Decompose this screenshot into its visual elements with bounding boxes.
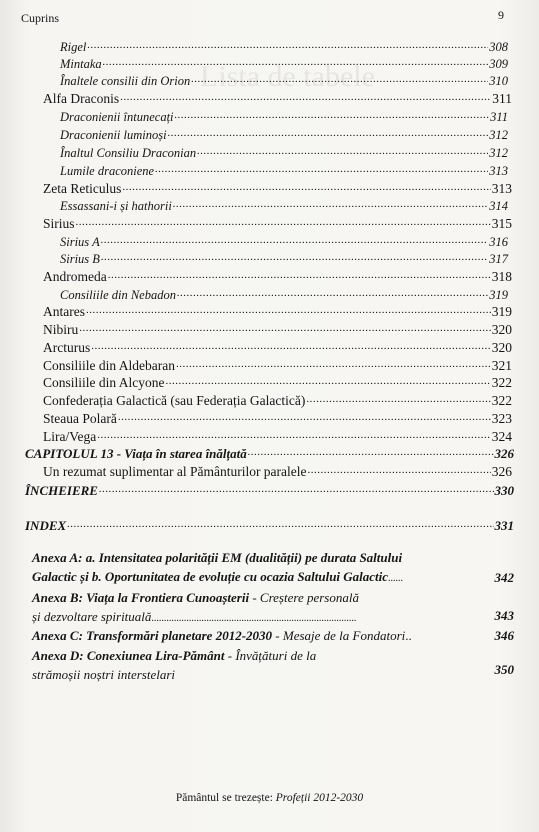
toc-entry-title: Înaltele consilii din Orion: [60, 74, 191, 88]
toc-entry-title: CAPITOLUL 13 - Viața în starea înălțată: [25, 446, 247, 461]
running-footer: [0, 792, 539, 804]
annex-a-line2: Galactic și b. Oportunitatea de evoluție cu ocazia Saltului Galactic: [32, 569, 389, 584]
toc-leader-dots: [120, 88, 491, 104]
toc-leader-dots: [99, 480, 494, 496]
toc-entry-page: 310: [489, 74, 508, 88]
annex-a-page: 342: [494, 570, 514, 585]
toc-leader-dots: [87, 37, 488, 52]
toc-entry-title: Consiliile din Nebadon: [60, 288, 176, 302]
toc-entry-page: 324: [491, 429, 512, 444]
annex-a-entry[interactable]: Anexa A: a. Intensitatea polarității EM (dualității) pe durata Saltului Galactic și b. Oportunitatea de evoluție cu ocazia Saltului Galactic...... 342: [32, 550, 514, 585]
toc-entry[interactable]: [43, 180, 512, 197]
footer-prefix: Pământul se trezește:: [175, 792, 276, 804]
toc-entry[interactable]: [43, 268, 512, 285]
bleed-through-text: Lista de tabele: [200, 60, 375, 93]
toc-entry-title: Sirius B: [60, 252, 100, 266]
toc-entry-title: Steaua Polară: [43, 411, 117, 426]
toc-leader-dots: [79, 319, 491, 335]
annex-d-entry[interactable]: [32, 646, 514, 684]
toc-entry-title: Alfa Draconis: [43, 91, 120, 106]
toc-entry-page: 309: [489, 57, 508, 71]
toc-entry[interactable]: [60, 38, 508, 55]
toc-leader-dots: [122, 178, 490, 194]
toc-entry-page: 312: [489, 146, 508, 160]
toc-entry[interactable]: [43, 339, 512, 356]
toc-entry[interactable]: [43, 392, 512, 409]
toc-entry[interactable]: [25, 517, 514, 534]
toc-entry-page: 331: [494, 518, 514, 533]
toc-entry-title: Lira/Vega: [43, 429, 97, 444]
toc-entry-title: Arcturus: [43, 340, 91, 355]
toc-entry-page: 322: [491, 393, 512, 408]
toc-entry-page: 319: [491, 304, 512, 319]
toc-entry-title: Nibiru: [43, 322, 79, 337]
toc-entry-title: Consiliile din Alcyone: [43, 375, 165, 390]
toc-leader-dots: [67, 515, 493, 531]
toc-entry[interactable]: [25, 445, 514, 462]
toc-leader-dots: [175, 107, 490, 122]
toc-entry-page: 320: [491, 340, 512, 355]
toc-leader-dots: [168, 125, 489, 140]
annex-d-subtitle: - Învățături de la: [224, 648, 317, 663]
toc-entry-page: 318: [491, 269, 512, 284]
toc-entry-page: 320: [491, 322, 512, 337]
toc-entry-title: Sirius A: [60, 235, 100, 249]
toc-entry-title: Zeta Reticulus: [43, 181, 122, 196]
toc-entry-page: 311: [490, 110, 508, 124]
toc-entry-page: 316: [489, 235, 508, 249]
toc-leader-dots: [97, 426, 491, 442]
annex-c-entry[interactable]: Anexa C: Transformări planetare 2012-2030 - Mesaje de la Fondatori.. 346: [32, 628, 514, 643]
toc-entry-title: Antares: [43, 304, 85, 319]
toc-leader-dots: [306, 390, 490, 406]
toc-entry-page: 330: [494, 483, 514, 498]
annex-b-page: 343: [494, 608, 514, 623]
toc-leader-dots: [76, 213, 491, 229]
toc-entry-title: Rigel: [60, 40, 87, 54]
toc-entry-title: ÎNCHEIERE: [25, 483, 98, 498]
annex-d-title: Anexa D: Conexiunea Lira-Pământ: [32, 648, 225, 663]
toc-entry-page: 312: [489, 128, 508, 142]
toc-entry[interactable]: [60, 55, 508, 72]
annex-c-subtitle: - Mesaje de la Fondatori: [272, 628, 406, 643]
toc-entry-page: 313: [489, 164, 508, 178]
toc-leader-dots: [177, 285, 488, 300]
toc-entry[interactable]: [43, 303, 512, 320]
toc-entry[interactable]: [60, 126, 508, 143]
toc-entry-title: Sirius: [43, 216, 75, 231]
toc-entry-title: Înaltul Consiliu Draconian: [60, 146, 197, 160]
toc-entry[interactable]: [43, 410, 512, 427]
toc-leader-dots: [191, 71, 488, 86]
toc-leader-dots: [91, 337, 491, 353]
toc-leader-dots: [101, 232, 489, 247]
toc-entry[interactable]: [60, 162, 508, 179]
toc-entry-page: 323: [491, 411, 512, 426]
toc-entry-title: Consiliile din Aldebaran: [43, 358, 175, 373]
toc-entry[interactable]: [43, 90, 512, 107]
annex-c-page: 346: [494, 628, 514, 643]
toc-entry-page: 313: [491, 181, 512, 196]
annex-b-title: Anexa B: Viața la Frontiera Cunoașterii: [32, 590, 250, 605]
toc-entry[interactable]: [60, 233, 508, 250]
toc-leader-dots: [176, 355, 491, 371]
toc-entry-page: 314: [489, 199, 508, 213]
toc-entry-title: Un rezumat suplimentar al Pământurilor paralele: [43, 464, 307, 479]
toc-entry-page: 317: [489, 252, 508, 266]
footer-title: Profeții 2012-2030: [275, 792, 364, 804]
toc-entry-title: Draconienii întunecați: [60, 110, 174, 124]
toc-leader-dots: [308, 461, 491, 477]
toc-entry-title: Mintaka: [60, 57, 102, 71]
toc-entry[interactable]: [60, 72, 508, 89]
annex-b-entry[interactable]: Anexa B: Viața la Frontiera Cunoașterii - Creștere personală și dezvoltare spirituală.................................................................................. 343: [32, 590, 514, 624]
toc-entry[interactable]: [43, 463, 512, 480]
toc-entry[interactable]: [43, 374, 512, 391]
toc-entry[interactable]: [60, 108, 508, 125]
toc-entry-title: Andromeda: [43, 269, 107, 284]
annex-d-page: 350: [494, 662, 514, 677]
toc-entry-title: INDEX: [25, 518, 67, 533]
page-number: 9: [498, 8, 504, 22]
toc-entry-page: 315: [491, 216, 512, 231]
annex-b-line2: și dezvoltare spirituală: [32, 609, 152, 624]
toc-leader-dots: [173, 196, 488, 211]
toc-entry-page: 308: [489, 40, 508, 54]
toc-entry-page: 321: [491, 358, 512, 373]
toc-entry-title: Essassani-i și hathorii: [60, 199, 172, 213]
toc-entry[interactable]: [60, 250, 508, 267]
toc-entry-page: 322: [491, 375, 512, 390]
annex-b-subtitle: - Creștere personală: [249, 590, 359, 605]
toc-leader-dots: [155, 161, 488, 176]
toc-entry-page: 326: [494, 446, 514, 461]
toc-entry[interactable]: [60, 197, 508, 214]
toc-leader-dots: [248, 443, 494, 459]
annex-a-line1: Anexa A: a. Intensitatea polarității EM (dualității) pe durata Saltului: [32, 550, 403, 565]
toc-entry[interactable]: [25, 482, 514, 499]
annex-c-title: Anexa C: Transformări planetare 2012-2030: [32, 628, 273, 643]
toc-entry-page: 311: [492, 91, 512, 106]
toc-entry-page: 326: [491, 464, 512, 479]
toc-entry[interactable]: [43, 215, 512, 232]
toc-entry-page: 319: [489, 288, 508, 302]
toc-leader-dots: [197, 143, 488, 158]
toc-leader-dots: [118, 408, 491, 424]
running-header: Cuprins: [21, 11, 60, 25]
toc-entry-title: Lumile draconiene: [60, 164, 155, 178]
toc-leader-dots: [86, 301, 491, 317]
annex-d-line2: strămoșii noștri interstelari: [32, 667, 176, 682]
toc-leader-dots: [101, 249, 488, 264]
toc-leader-dots: [103, 54, 489, 69]
toc-entry[interactable]: [60, 144, 508, 161]
toc-entry-title: Draconienii luminoși: [60, 128, 167, 142]
toc-entry-title: Confederația Galactică (sau Federația Galactică): [43, 393, 306, 408]
toc-leader-dots: [108, 266, 491, 282]
toc-entry[interactable]: [43, 321, 512, 338]
toc-leader-dots: [166, 372, 491, 388]
